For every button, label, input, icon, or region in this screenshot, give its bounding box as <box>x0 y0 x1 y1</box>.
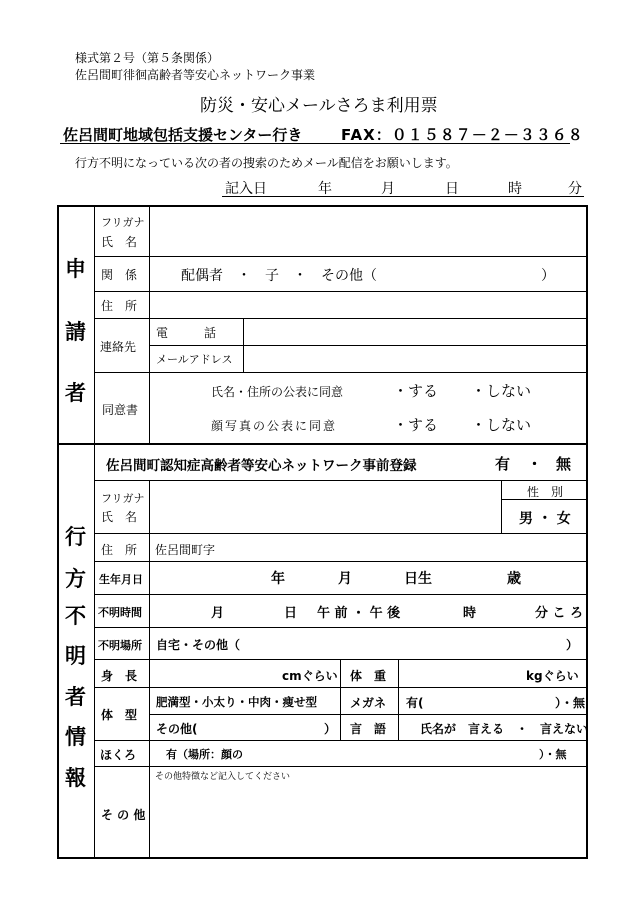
date-label-month: 月 <box>381 181 395 197</box>
section-divider <box>57 443 588 445</box>
applicant-contact-label: 連絡先 <box>100 340 137 354</box>
missing-label-6: 情 <box>65 725 86 749</box>
date-label-entry: 記入日 <box>225 181 267 197</box>
applicant-relation-close: ） <box>541 268 555 284</box>
pre-registration-no[interactable]: 無 <box>556 455 572 473</box>
date-label-minute: 分 <box>568 181 582 197</box>
dob-label: 生年月日 <box>99 573 143 586</box>
dob-month: 月 <box>338 571 352 587</box>
dob-year: 年 <box>271 571 285 587</box>
missing-address-label: 住 所 <box>101 543 138 557</box>
pre-registration: 佐呂間町認知症高齢者等安心ネットワーク事前登録 <box>106 458 417 474</box>
height-label: 身 長 <box>101 669 138 683</box>
consent-name-address: 氏名・住所の公表に同意 <box>211 385 344 399</box>
program-name: 佐呂間町徘徊高齢者等安心ネットワーク事業 <box>75 68 316 82</box>
applicant-name-field[interactable] <box>155 214 583 254</box>
header-underline <box>60 143 570 144</box>
missing-time-minute: 分 こ ろ <box>535 606 584 621</box>
dob-day: 日生 <box>404 571 432 587</box>
dob-age: 歳 <box>507 571 521 587</box>
consent-photo-yes[interactable]: ・する <box>393 416 439 434</box>
glasses-close: ）・無 <box>555 696 586 710</box>
applicant-name-label: 氏 名 <box>101 235 138 249</box>
applicant-email-label: メールアドレス <box>156 353 233 366</box>
date-label-year: 年 <box>318 181 332 197</box>
speech-value[interactable]: 氏名が 言える ・ 言えない <box>420 722 589 736</box>
date-label-day: 日 <box>445 181 459 197</box>
body-label: 体 型 <box>101 708 138 722</box>
sex-label: 性 別 <box>527 485 564 499</box>
applicant-label-3: 者 <box>65 381 86 405</box>
consent-name-yes[interactable]: ・する <box>393 382 439 400</box>
applicant-phone-field[interactable] <box>248 321 583 343</box>
consent-photo: 顔写真の公表に同意 <box>211 419 338 433</box>
applicant-address-label: 住 所 <box>101 299 138 313</box>
consent-name-no[interactable]: ・しない <box>471 382 532 400</box>
pre-registration-dot: ・ <box>527 455 543 473</box>
applicant-label-2: 請 <box>65 320 86 344</box>
missing-name-label: 氏 名 <box>101 510 138 524</box>
missing-label-3: 不 <box>65 604 86 628</box>
date-label-hour: 時 <box>508 181 522 197</box>
missing-time-hour: 時 <box>463 606 477 621</box>
page-title: 防災・安心メールさろま利用票 <box>200 96 438 116</box>
missing-place-close: ） <box>566 638 579 652</box>
weight-label: 体 重 <box>350 669 387 683</box>
mole-value[interactable]: 有（場所：顔の <box>166 748 243 761</box>
height-unit: cmぐらい <box>282 669 338 683</box>
applicant-consent-label: 同意書 <box>102 403 139 417</box>
applicant-phone-label: 電 話 <box>156 326 217 340</box>
pre-registration-yes[interactable]: 有 <box>495 455 511 473</box>
request-text: 行方不明になっている次の者の捜索のためメール配信をお願いします。 <box>75 156 458 170</box>
applicant-email-field[interactable] <box>248 348 583 370</box>
date-underline <box>222 196 584 197</box>
missing-name-field[interactable] <box>155 485 495 529</box>
missing-label-4: 明 <box>65 644 86 668</box>
glasses-value[interactable]: 有( <box>406 696 424 710</box>
missing-place-value[interactable]: 自宅・その他（ <box>156 638 241 652</box>
missing-furigana-label: フリガナ <box>101 492 145 505</box>
applicant-address-field[interactable] <box>155 294 583 316</box>
applicant-relation-label: 関 係 <box>101 268 138 282</box>
mole-label: ほくろ <box>100 748 137 762</box>
body-type-options[interactable]: 肥満型・小太り・中肉・痩せ型 <box>156 695 317 709</box>
weight-unit: kgぐらい <box>526 669 579 683</box>
body-other[interactable]: その他( <box>156 722 198 736</box>
fax-number: FAX：０１５８７－２－３３６８ <box>341 126 584 144</box>
missing-label-5: 者 <box>65 685 86 709</box>
mole-close: ）・無 <box>539 748 567 761</box>
missing-time-ampm[interactable]: 午 前 ・ 午 後 <box>317 606 401 621</box>
other-field[interactable] <box>155 782 583 854</box>
applicant-relation-options[interactable]: 配偶者 ・ 子 ・ その他（ <box>181 268 377 284</box>
other-hint: その他特徴など記入してください <box>155 772 291 782</box>
consent-photo-no[interactable]: ・しない <box>471 416 532 434</box>
body-other-close: ） <box>324 722 337 736</box>
missing-place-label: 不明場所 <box>98 639 142 652</box>
missing-time-label: 不明時間 <box>98 606 142 619</box>
other-label: そ の 他 <box>101 808 146 822</box>
glasses-label: メガネ <box>350 696 387 710</box>
missing-label-7: 報 <box>65 766 86 790</box>
applicant-label-1: 申 <box>65 257 86 281</box>
missing-label-1: 行 <box>65 525 86 549</box>
speech-label: 言 語 <box>350 722 387 736</box>
form-number: 様式第２号（第５条関係） <box>75 51 220 65</box>
missing-label-2: 方 <box>65 567 86 591</box>
destination: 佐呂間町地域包括支援センター行き <box>63 126 303 144</box>
missing-address-value[interactable]: 佐呂間町字 <box>155 543 216 557</box>
applicant-furigana-label: フリガナ <box>101 216 145 229</box>
missing-time-month: 月 <box>211 606 225 621</box>
sex-options[interactable]: 男 ・ 女 <box>519 511 571 527</box>
missing-time-day: 日 <box>284 606 298 621</box>
